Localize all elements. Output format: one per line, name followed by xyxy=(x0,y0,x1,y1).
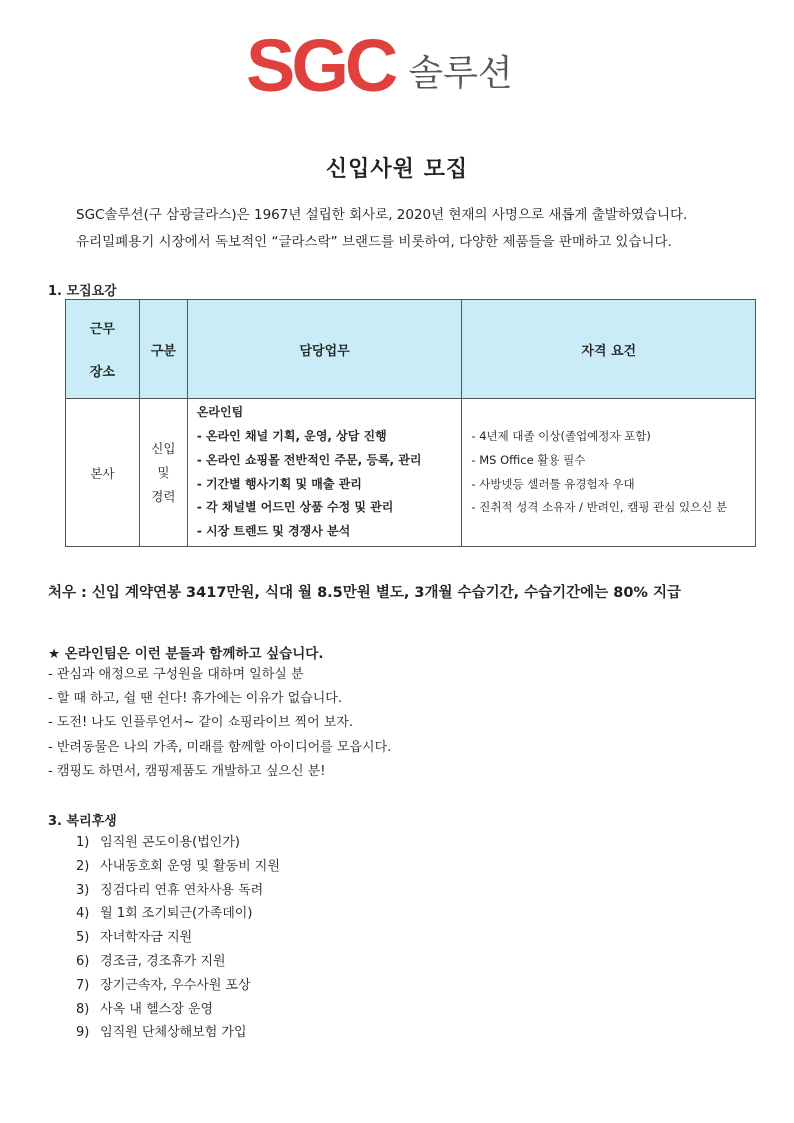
intro-line-2: 유리밀폐용기 시장에서 독보적인 “글라스락” 브랜드를 비롯하여, 다양한 제품들을 판매하고 있습니다. xyxy=(76,234,672,250)
duty-item: - 시장 트렌드 및 경쟁사 분석 xyxy=(196,524,351,539)
list-item xyxy=(76,926,280,950)
item-number: 1) xyxy=(76,835,90,850)
header-location-line1: 근무 xyxy=(89,322,115,337)
logo-subtitle: 솔루션 xyxy=(408,53,513,94)
header-duty: 담당업무 xyxy=(187,300,462,399)
item-number: 6) xyxy=(76,953,90,969)
team-wishlist xyxy=(48,663,391,784)
qualification-item: - 진취적 성격 소유자 / 반려인, 캠핑 관심 있으신 분 xyxy=(471,500,728,515)
company-logo xyxy=(246,24,513,107)
duty-item: - 기간별 행사기획 및 매출 관리 xyxy=(196,476,362,491)
cell-duties xyxy=(187,399,462,547)
item-text: 월 1회 조기퇴근(가족데이) xyxy=(100,906,253,922)
list-item: - 반려동물은 나의 가족, 미래를 함께할 아이디어를 모읍시다. xyxy=(48,739,392,755)
list-item: - 관심과 애정으로 구성원을 대하며 일하실 분 xyxy=(48,667,304,682)
duty-item: - 온라인 쇼핑몰 전반적인 주문, 등록, 관리 xyxy=(196,452,422,467)
item-text: 사옥 내 헬스장 운영 xyxy=(100,1001,214,1017)
header-qualification: 자격 요건 xyxy=(462,300,756,399)
logo-mark: SGC xyxy=(246,24,395,107)
list-item xyxy=(76,879,280,903)
item-text: 임직원 단체상해보험 가입 xyxy=(100,1025,247,1041)
item-text: 자녀학자금 지원 xyxy=(100,930,193,946)
list-item: - 도전! 나도 인플루언서~ 같이 쇼핑라이브 찍어 보자. xyxy=(48,715,354,731)
cell-type-line3: 경력 xyxy=(151,488,176,504)
list-item xyxy=(76,855,280,879)
cell-type-line1: 신입 xyxy=(151,440,176,456)
duty-item: 온라인팀 xyxy=(196,405,244,420)
item-text: 장기근속자, 우수사원 포상 xyxy=(100,977,251,993)
welfare-list xyxy=(76,831,280,1045)
qualification-item: - 사방넷등 셀러툴 유경험자 우대 xyxy=(471,476,635,491)
list-item xyxy=(76,831,280,855)
list-item: - 할 때 하고, 쉴 땐 쉰다! 휴가에는 이유가 없습니다. xyxy=(48,691,342,707)
list-item xyxy=(76,998,280,1022)
item-text: 경조금, 경조휴가 지원 xyxy=(100,953,226,969)
item-text: 징검다리 연휴 연차사용 독려 xyxy=(100,882,264,898)
section-recruitment-heading: 1. 모집요강 xyxy=(48,284,117,299)
section-welfare-heading: 3. 복리후생 xyxy=(48,814,117,829)
cell-location: 본사 xyxy=(66,399,140,547)
intro-line-1: SGC솔루션(구 삼광글라스)은 1967년 설립한 회사로, 2020년 현재의 사명으로 새롭게 출발하였습니다. xyxy=(76,207,688,223)
qualification-item: - MS Office 활용 필수 xyxy=(471,452,586,467)
item-number: 7) xyxy=(76,977,90,993)
item-text: 사내동호회 운영 및 활동비 지원 xyxy=(100,858,280,874)
qualification-item: - 4년제 대졸 이상(졸업예정자 포함) xyxy=(471,428,651,443)
item-number: 2) xyxy=(76,858,90,874)
cell-type xyxy=(139,399,187,547)
table-header-row xyxy=(66,300,756,399)
header-location xyxy=(66,300,140,399)
cell-type-line2: 및 xyxy=(157,464,170,480)
list-item: - 캠핑도 하면서, 캠핑제품도 개발하고 싶으신 분! xyxy=(48,763,326,779)
header-location-line2: 장소 xyxy=(89,365,115,380)
item-number: 3) xyxy=(76,882,90,898)
table-row xyxy=(66,399,756,547)
item-text: 임직원 콘도이용(법인가) xyxy=(100,835,240,850)
list-item xyxy=(76,950,280,974)
item-number: 8) xyxy=(76,1001,90,1017)
item-number: 4) xyxy=(76,906,90,922)
page-title: 신입사원 모집 xyxy=(325,157,469,182)
list-item xyxy=(76,902,280,926)
duty-item: - 각 채널별 어드민 상품 수정 및 관리 xyxy=(196,500,394,515)
item-number: 9) xyxy=(76,1025,90,1041)
list-item xyxy=(76,974,280,998)
header-type: 구분 xyxy=(139,300,187,399)
item-number: 5) xyxy=(76,930,90,946)
duty-item: - 온라인 채널 기획, 운영, 상담 진행 xyxy=(196,428,387,443)
recruitment-table xyxy=(65,299,756,547)
cell-qualifications xyxy=(462,399,756,547)
list-item xyxy=(76,1021,280,1045)
team-heading: ★ 온라인팀은 이런 분들과 함께하고 싶습니다. xyxy=(48,646,324,662)
compensation-condition: 처우 : 신입 계약연봉 3417만원, 식대 월 8.5만원 별도, 3개월 수습기간, 수습기간에는 80% 지급 xyxy=(48,585,682,601)
